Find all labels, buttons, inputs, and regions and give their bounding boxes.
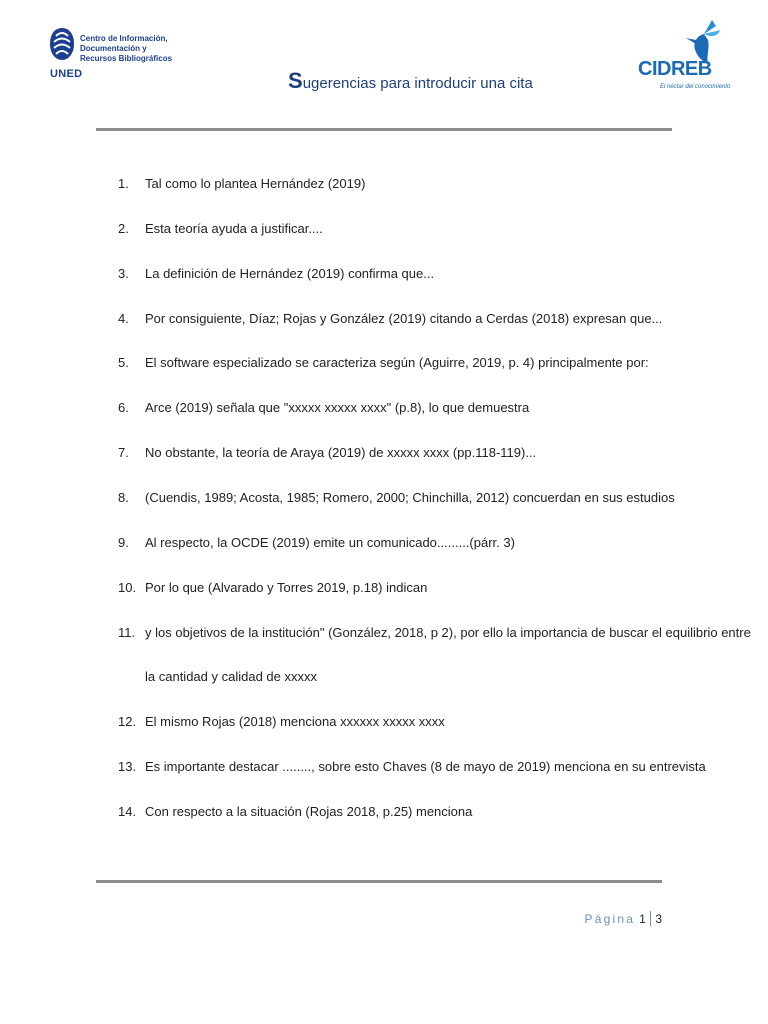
item-number: 12.	[118, 714, 137, 729]
item-text: Tal como lo plantea Hernández (2019)	[145, 176, 366, 191]
item-text: Por lo que (Alvarado y Torres 2019, p.18) indican	[145, 580, 428, 595]
item-number: 11.	[118, 625, 136, 640]
uned-wordmark: UNED	[50, 68, 83, 80]
item-text: Con respecto a la situación (Rojas 2018, p.25) menciona	[145, 804, 473, 819]
item-text: Por consiguiente, Díaz; Rojas y González (2019) citando a Cerdas (2018) expresan que...	[145, 311, 663, 326]
institution-line: Documentación y	[80, 44, 147, 53]
item-text: No obstante, la teoría de Araya (2019) de xxxxx xxxx (pp.118-119)...	[145, 445, 537, 460]
item-number: 7.	[118, 445, 129, 460]
page-separator	[650, 911, 652, 926]
item-number: 4.	[118, 311, 129, 326]
institution-line: Recursos Bibliográficos	[80, 54, 173, 63]
item-text: El software especializado se caracteriza según (Aguirre, 2019, p. 4) principalmente por:	[145, 355, 649, 370]
item-number: 5.	[118, 355, 129, 370]
item-text: La definición de Hernández (2019) confirma que...	[145, 266, 435, 281]
item-number: 2.	[118, 221, 129, 236]
cidreb-wordmark: CIDREB	[638, 58, 712, 80]
item-text: y los objetivos de la institución" (González, 2018, p 2), por ello la importancia de buscar el equilibrio entre	[145, 625, 751, 640]
institution-name	[80, 34, 172, 64]
item-number: 6.	[118, 400, 129, 415]
header-divider	[96, 128, 672, 131]
item-number: 13.	[118, 759, 137, 774]
item-number: 9.	[118, 535, 129, 550]
item-number: 3.	[118, 266, 129, 281]
item-text: El mismo Rojas (2018) menciona xxxxxx xxxxx xxxx	[145, 714, 445, 729]
page-total: 3	[655, 912, 662, 926]
page-number: 1	[639, 912, 646, 926]
item-text: la cantidad y calidad de xxxxx	[145, 669, 317, 684]
item-number: 8.	[118, 490, 129, 505]
title-rest: ugerencias para introducir una cita	[302, 75, 533, 92]
item-text: Arce (2019) señala que "xxxxx xxxxx xxxx" (p.8), lo que demuestra	[145, 400, 530, 415]
institution-line: Centro de Información,	[80, 34, 168, 43]
cidreb-logo	[636, 18, 731, 100]
item-text: (Cuendis, 1989; Acosta, 1985; Romero, 2000; Chinchilla, 2012) concuerdan en sus estudios	[145, 490, 675, 505]
cidreb-tagline: El néctar del conocimiento	[660, 84, 731, 90]
item-text: Es importante destacar ........, sobre esto Chaves (8 de mayo de 2019) menciona en su entrevista	[145, 759, 706, 774]
page-indicator	[585, 911, 662, 926]
page-title	[288, 68, 533, 94]
footer-divider	[96, 880, 662, 883]
item-text: Esta teoría ayuda a justificar....	[145, 221, 323, 236]
item-number: 10.	[118, 580, 137, 595]
page-label: Página	[584, 912, 636, 926]
uned-logo	[48, 26, 173, 90]
title-initial: S	[288, 68, 303, 93]
item-number: 14.	[118, 804, 137, 819]
item-text: Al respecto, la OCDE (2019) emite un comunicado.........(párr. 3)	[145, 535, 515, 550]
item-number: 1.	[118, 176, 129, 191]
uned-emblem-icon	[48, 26, 76, 66]
